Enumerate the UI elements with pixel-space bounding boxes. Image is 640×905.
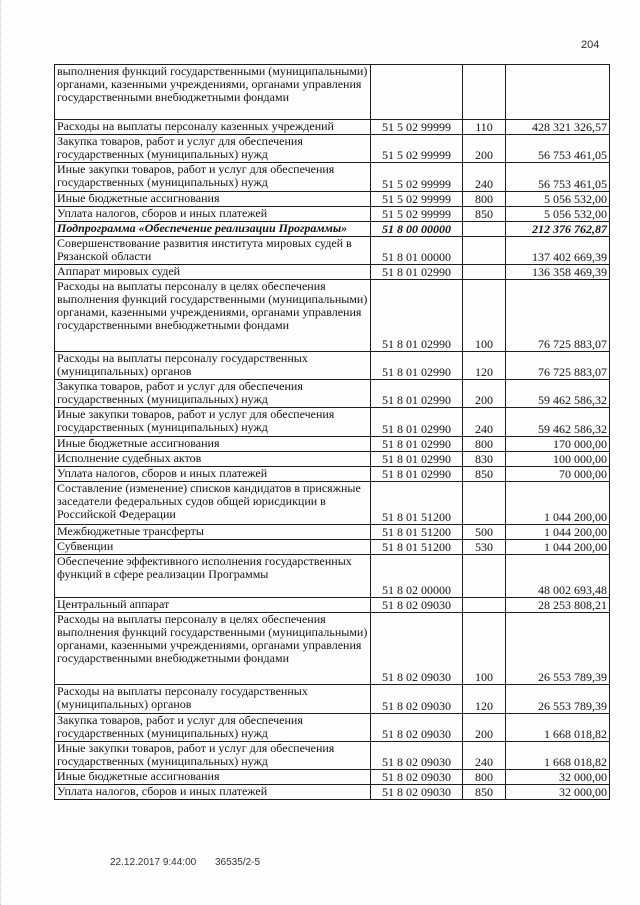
row-sum: 70 000,00 xyxy=(506,467,610,482)
row-type: 100 xyxy=(463,613,506,685)
table-row xyxy=(55,452,610,467)
row-name: Межбюджетные трансферты xyxy=(55,525,371,540)
page-number: 204 xyxy=(581,39,600,51)
row-code: 51 8 01 02990 xyxy=(371,280,463,352)
row-sum: 1 044 200,00 xyxy=(506,482,610,525)
row-name: Расходы на выплаты персоналу казенных учреждений xyxy=(55,120,371,135)
row-code: 51 8 01 02990 xyxy=(371,380,463,408)
row-type xyxy=(463,65,506,120)
row-code: 51 5 02 99999 xyxy=(371,135,463,163)
row-type: 120 xyxy=(463,352,506,380)
row-name: Иные закупки товаров, работ и услуг для обеспечения государственных (муниципальных) нужд xyxy=(55,163,371,192)
row-sum: 137 402 669,39 xyxy=(506,237,610,265)
row-type: 240 xyxy=(463,742,506,770)
row-name: Закупка товаров, работ и услуг для обеспечения государственных (муниципальных) нужд xyxy=(55,714,371,742)
table-row xyxy=(55,65,610,120)
row-sum: 170 000,00 xyxy=(506,437,610,452)
row-sum: 26 553 789,39 xyxy=(506,613,610,685)
row-name: Расходы на выплаты персоналу в целях обеспечения выполнения функций государственными (муниципальными) органами, казенными учреждениями, органами управления государственными внебюджетными фондами xyxy=(55,280,371,352)
row-type: 530 xyxy=(463,540,506,555)
budget-table xyxy=(54,64,610,800)
row-code: 51 8 01 02990 xyxy=(371,437,463,452)
row-sum: 5 056 532,00 xyxy=(506,192,610,207)
row-code: 51 8 02 09030 xyxy=(371,685,463,714)
table-row xyxy=(55,742,610,770)
table-row xyxy=(55,467,610,482)
row-name: Уплата налогов, сборов и иных платежей xyxy=(55,785,371,800)
row-sum: 1 668 018,82 xyxy=(506,742,610,770)
row-type xyxy=(463,222,506,237)
row-type: 240 xyxy=(463,408,506,437)
row-sum: 136 358 469,39 xyxy=(506,265,610,280)
row-type: 850 xyxy=(463,785,506,800)
row-name: Закупка товаров, работ и услуг для обеспечения государственных (муниципальных) нужд xyxy=(55,380,371,408)
table-row xyxy=(55,714,610,742)
row-name: Иные бюджетные ассигнования xyxy=(55,192,371,207)
row-name: Иные бюджетные ассигнования xyxy=(55,437,371,452)
row-code: 51 8 02 09030 xyxy=(371,770,463,785)
row-type: 110 xyxy=(463,120,506,135)
row-name: Составление (изменение) списков кандидатов в присяжные заседатели федеральных судов общей юрисдикции в Российской Федерации xyxy=(55,482,371,525)
table-row xyxy=(55,555,610,598)
table-row xyxy=(55,525,610,540)
row-sum: 1 668 018,82 xyxy=(506,714,610,742)
table-row xyxy=(55,352,610,380)
table-row xyxy=(55,192,610,207)
row-type: 850 xyxy=(463,467,506,482)
row-type: 100 xyxy=(463,280,506,352)
row-code: 51 8 02 00000 xyxy=(371,555,463,598)
row-code: 51 8 00 00000 xyxy=(371,222,463,237)
table-row xyxy=(55,207,610,222)
row-name: Подпрограмма «Обеспечение реализации Программы» xyxy=(55,222,371,237)
row-code: 51 5 02 99999 xyxy=(371,120,463,135)
row-sum: 100 000,00 xyxy=(506,452,610,467)
row-type xyxy=(463,265,506,280)
row-code: 51 8 01 02990 xyxy=(371,265,463,280)
row-sum: 212 376 762,87 xyxy=(506,222,610,237)
table-row xyxy=(55,120,610,135)
table-row xyxy=(55,380,610,408)
row-code: 51 8 02 09030 xyxy=(371,785,463,800)
row-name: Исполнение судебных актов xyxy=(55,452,371,467)
row-code: 51 8 01 02990 xyxy=(371,452,463,467)
row-type: 800 xyxy=(463,437,506,452)
row-code xyxy=(371,65,463,120)
row-code: 51 8 01 00000 xyxy=(371,237,463,265)
row-sum: 32 000,00 xyxy=(506,770,610,785)
table-row xyxy=(55,613,610,685)
row-type xyxy=(463,598,506,613)
row-sum: 5 056 532,00 xyxy=(506,207,610,222)
row-type: 200 xyxy=(463,714,506,742)
row-type: 500 xyxy=(463,525,506,540)
row-code: 51 8 01 51200 xyxy=(371,540,463,555)
row-name: Расходы на выплаты персоналу в целях обеспечения выполнения функций государственными (муниципальными) органами, казенными учреждениями, органами управления государственными внебюджетными фондами xyxy=(55,613,371,685)
row-sum: 56 753 461,05 xyxy=(506,163,610,192)
row-sum: 76 725 883,07 xyxy=(506,280,610,352)
row-sum xyxy=(506,65,610,120)
table-row xyxy=(55,237,610,265)
row-sum: 59 462 586,32 xyxy=(506,380,610,408)
row-type: 800 xyxy=(463,770,506,785)
row-code: 51 8 02 09030 xyxy=(371,742,463,770)
row-type: 120 xyxy=(463,685,506,714)
footer-doc-id: 36535/2-5 xyxy=(214,857,261,868)
row-type: 200 xyxy=(463,135,506,163)
row-code: 51 5 02 99999 xyxy=(371,207,463,222)
row-name: Иные закупки товаров, работ и услуг для обеспечения государственных (муниципальных) нужд xyxy=(55,742,371,770)
row-code: 51 5 02 99999 xyxy=(371,192,463,207)
row-name: Совершенствование развития института мировых судей в Рязанской области xyxy=(55,237,371,265)
row-type xyxy=(463,237,506,265)
row-name: Расходы на выплаты персоналу государственных (муниципальных) органов xyxy=(55,685,371,714)
row-sum: 1 044 200,00 xyxy=(506,525,610,540)
row-type: 850 xyxy=(463,207,506,222)
row-sum: 26 553 789,39 xyxy=(506,685,610,714)
row-code: 51 8 02 09030 xyxy=(371,598,463,613)
row-code: 51 8 01 02990 xyxy=(371,352,463,380)
row-type xyxy=(463,482,506,525)
document-footer xyxy=(110,857,260,868)
table-row xyxy=(55,770,610,785)
budget-table-body xyxy=(55,65,610,800)
row-code: 51 8 01 51200 xyxy=(371,482,463,525)
row-type: 830 xyxy=(463,452,506,467)
row-sum: 28 253 808,21 xyxy=(506,598,610,613)
row-sum: 59 462 586,32 xyxy=(506,408,610,437)
row-name: Иные бюджетные ассигнования xyxy=(55,770,371,785)
row-name: Уплата налогов, сборов и иных платежей xyxy=(55,207,371,222)
table-row xyxy=(55,280,610,352)
row-name: Субвенции xyxy=(55,540,371,555)
table-row xyxy=(55,685,610,714)
row-code: 51 8 01 02990 xyxy=(371,408,463,437)
table-row xyxy=(55,598,610,613)
row-type: 800 xyxy=(463,192,506,207)
row-code: 51 5 02 99999 xyxy=(371,163,463,192)
table-row xyxy=(55,785,610,800)
row-type xyxy=(463,555,506,598)
row-sum: 1 044 200,00 xyxy=(506,540,610,555)
row-sum: 76 725 883,07 xyxy=(506,352,610,380)
row-name: Уплата налогов, сборов и иных платежей xyxy=(55,467,371,482)
table-row xyxy=(55,163,610,192)
row-code: 51 8 01 02990 xyxy=(371,467,463,482)
row-name: Закупка товаров, работ и услуг для обеспечения государственных (муниципальных) нужд xyxy=(55,135,371,163)
row-code: 51 8 02 09030 xyxy=(371,714,463,742)
row-name: выполнения функций государственными (муниципальными) органами, казенными учреждениями, органами управления государственными внебюджетными фондами xyxy=(55,65,371,120)
row-code: 51 8 01 51200 xyxy=(371,525,463,540)
row-code: 51 8 02 09030 xyxy=(371,613,463,685)
table-row xyxy=(55,135,610,163)
row-name: Центральный аппарат xyxy=(55,598,371,613)
row-type: 200 xyxy=(463,380,506,408)
scan-edge-marks xyxy=(0,0,5,905)
table-row xyxy=(55,408,610,437)
row-sum: 32 000,00 xyxy=(506,785,610,800)
row-name: Расходы на выплаты персоналу государственных (муниципальных) органов xyxy=(55,352,371,380)
row-sum: 428 321 326,57 xyxy=(506,120,610,135)
row-sum: 48 002 693,48 xyxy=(506,555,610,598)
row-type: 240 xyxy=(463,163,506,192)
row-name: Аппарат мировых судей xyxy=(55,265,371,280)
row-name: Иные закупки товаров, работ и услуг для обеспечения государственных (муниципальных) нужд xyxy=(55,408,371,437)
row-sum: 56 753 461,05 xyxy=(506,135,610,163)
table-row-subprogram xyxy=(55,222,610,237)
table-row xyxy=(55,540,610,555)
footer-datetime: 22.12.2017 9:44:00 xyxy=(110,857,197,868)
table-row xyxy=(55,265,610,280)
row-name: Обеспечение эффективного исполнения государственных функций в сфере реализации Программы xyxy=(55,555,371,598)
table-row xyxy=(55,437,610,452)
table-row xyxy=(55,482,610,525)
